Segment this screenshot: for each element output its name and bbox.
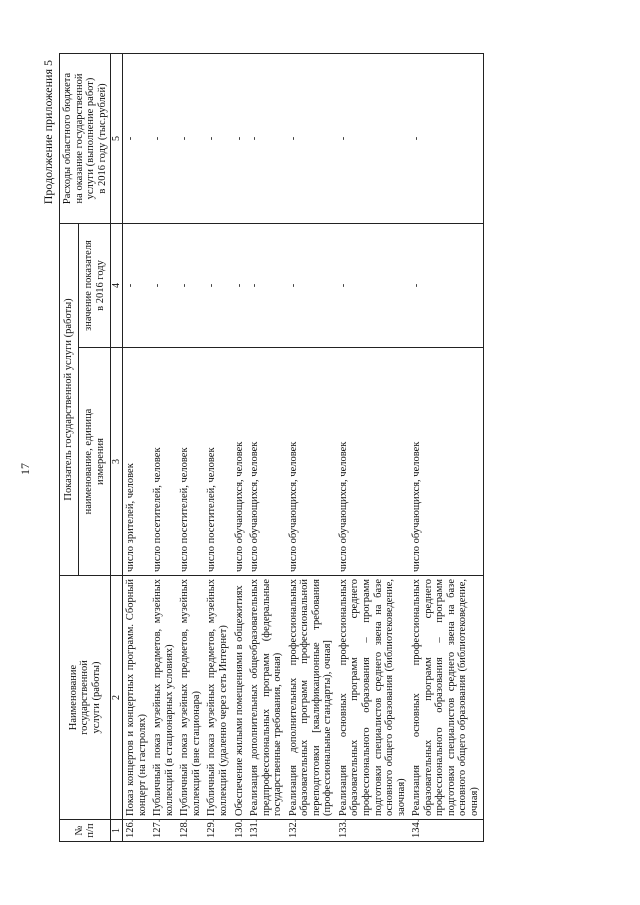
column-number: 3 xyxy=(111,348,123,576)
indicator-unit: число посетителей, человек xyxy=(177,348,204,576)
indicator-unit: число обучающихся, человек xyxy=(286,348,336,576)
header-service-name xyxy=(60,576,111,820)
row-number: 129. xyxy=(204,820,231,842)
indicator-value: - xyxy=(409,223,483,347)
indicator-value: - xyxy=(177,223,204,347)
service-name: Реализация дополнительных общеобразовательных предпрофессиональных программ (федеральные государственные требования, очная) xyxy=(247,576,286,820)
header-value-text: значение показателя в 2016 году xyxy=(83,240,106,331)
table-row xyxy=(177,53,204,841)
row-number: 134. xyxy=(409,820,483,842)
indicator-unit: число зрителей, человек xyxy=(123,348,151,576)
expense-value: - xyxy=(177,53,204,223)
indicator-value: - xyxy=(232,223,248,347)
indicator-unit: число обучающихся, человек xyxy=(247,348,286,576)
page-number: 17 xyxy=(18,463,32,475)
table-row xyxy=(336,53,409,841)
indicator-value: - xyxy=(336,223,409,347)
service-name: Реализация основных профессиональных образовательных программ среднего профессионального образования – программ подготовки специалистов среднего звена на базе основного общего образования (библиотековедение, заочная) xyxy=(336,576,409,820)
appendix-caption: Продолжение приложения 5 xyxy=(41,60,55,205)
indicator-unit: число обучающихся, человек xyxy=(336,348,409,576)
service-name: Реализация дополнительных профессиональных образовательных программ профессиональной переподготовки [квалификационные требования (профессиональные стандарты), очная] xyxy=(286,576,336,820)
header-num-line2: п/п xyxy=(85,823,97,838)
table-row xyxy=(204,53,231,841)
expense-value: - xyxy=(336,53,409,223)
indicator-value: - xyxy=(150,223,177,347)
service-name: Реализация основных профессиональных образовательных программ среднего профессионального образования – программ подготовки специалистов среднего звена на базе основного общего образования (библиотековедение, очная) xyxy=(409,576,483,820)
expense-value: - xyxy=(204,53,231,223)
service-name: Публичный показ музейных предметов, музейных коллекций (вне стационара) xyxy=(177,576,204,820)
row-number: 133. xyxy=(336,820,409,842)
indicator-unit: число обучающихся, человек xyxy=(409,348,483,576)
service-name: Публичный показ музейных предметов, музейных коллекций (в стационарных условиях) xyxy=(150,576,177,820)
header-expense-text: Расходы областного бюджета на оказание государственной услуги (выполнение работ) в 2016 году (тыс.рублей) xyxy=(62,72,108,205)
header-service-name-text: Наименование государственной услуги (работы) xyxy=(67,660,102,735)
header-num-line1: № xyxy=(73,825,85,836)
indicator-unit: число посетителей, человек xyxy=(204,348,231,576)
column-number: 4 xyxy=(111,223,123,347)
row-number: 132. xyxy=(286,820,336,842)
row-number: 130. xyxy=(232,820,248,842)
header-value xyxy=(78,223,110,347)
indicator-value: - xyxy=(204,223,231,347)
indicator-unit: число обучающихся, человек xyxy=(232,348,248,576)
column-number: 1 xyxy=(111,820,123,842)
table-row xyxy=(409,53,483,841)
indicator-value: - xyxy=(123,223,151,347)
header-expense xyxy=(60,53,111,223)
row-number: 128. xyxy=(177,820,204,842)
service-name: Публичный показ музейных предметов, музейных коллекций (удаленно через сеть Интернет) xyxy=(204,576,231,820)
service-name: Показ концертов и концертных программ. Сборный концерт (на гастролях) xyxy=(123,576,151,820)
table-body xyxy=(123,53,483,841)
header-unit-text: наименование, единица измерения xyxy=(83,408,106,515)
expense-value: - xyxy=(150,53,177,223)
indicator-value: - xyxy=(286,223,336,347)
indicator-value: - xyxy=(247,223,286,347)
row-number: 131. xyxy=(247,820,286,842)
expense-value: - xyxy=(123,53,151,223)
expense-value: - xyxy=(409,53,483,223)
header-unit xyxy=(78,348,110,576)
service-name: Обеспечение жилыми помещениями в общежитиях xyxy=(232,576,248,820)
column-numbers-row xyxy=(111,53,123,841)
table-row xyxy=(150,53,177,841)
table-header xyxy=(60,53,123,841)
table-row xyxy=(247,53,286,841)
indicator-unit: число посетителей, человек xyxy=(150,348,177,576)
column-number: 2 xyxy=(111,576,123,820)
column-number: 5 xyxy=(111,53,123,223)
table-row xyxy=(286,53,336,841)
row-number: 126. xyxy=(123,820,151,842)
expense-value: - xyxy=(247,53,286,223)
header-num xyxy=(60,820,111,842)
expense-value: - xyxy=(286,53,336,223)
header-indicator-group: Показатель государственной услуги (работы) xyxy=(60,223,79,575)
table-row xyxy=(232,53,248,841)
services-table xyxy=(59,53,484,842)
expense-value: - xyxy=(232,53,248,223)
row-number: 127. xyxy=(150,820,177,842)
table-row xyxy=(123,53,151,841)
